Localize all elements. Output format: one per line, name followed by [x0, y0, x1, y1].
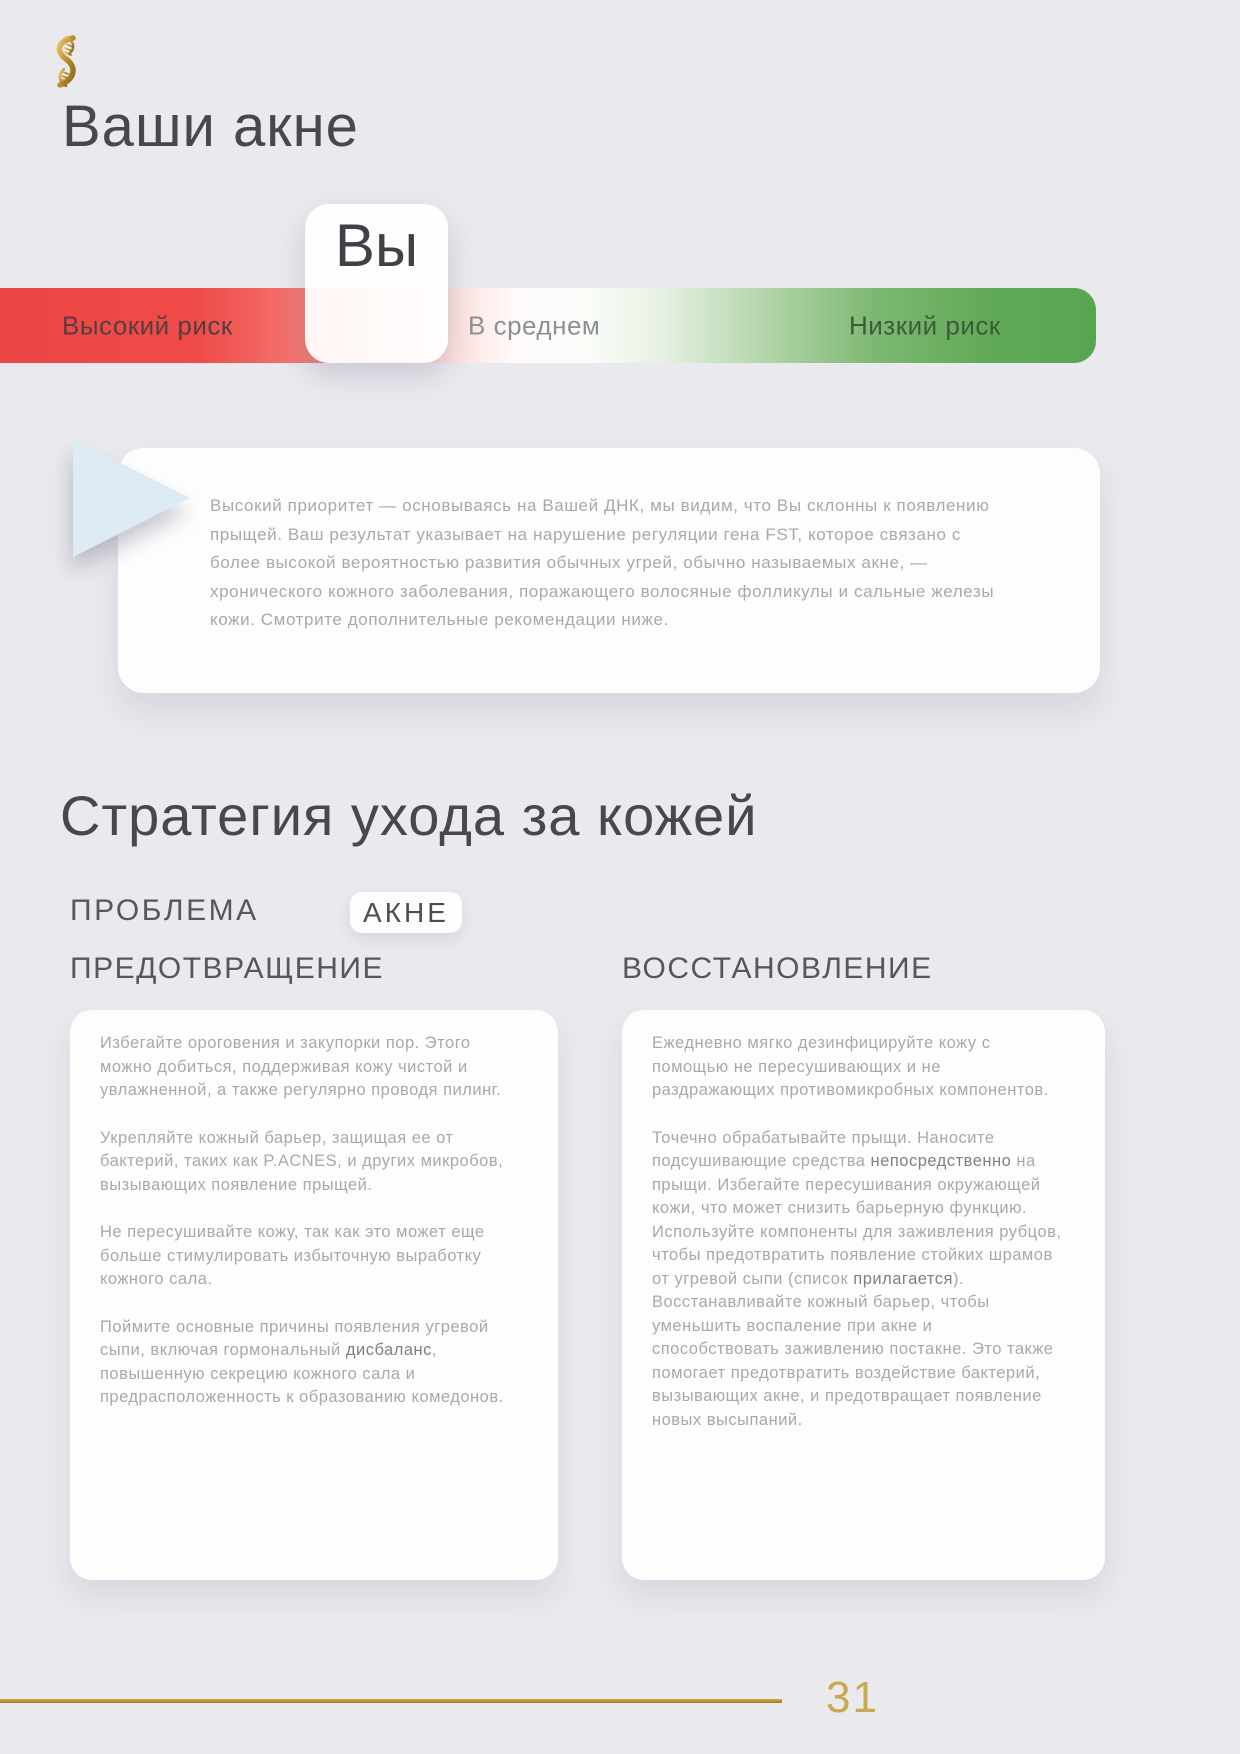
section-title: Стратегия ухода за кожей: [60, 784, 758, 847]
risk-label-average: В среднем: [468, 310, 601, 340]
body-text: Точечно обрабатывайте прыщи. Наносите подсушивающие средства: [652, 1128, 995, 1170]
you-marker-label: Вы: [334, 212, 419, 279]
body-text: Поймите основные причины появления угревой сыпи, включая гормональный: [100, 1317, 489, 1359]
prevention-card: [70, 1010, 558, 1580]
card-paragraph: [100, 1127, 516, 1198]
body-text: на прыщи. Избегайте пересушивания окружающей кожи, что может снизить барьерную функцию. Используйте компоненты для заживления рубцов, чтобы предотвратить появление стойких шрамов от угревой сыпи (список: [652, 1152, 1062, 1288]
problem-label: ПРОБЛЕМА: [70, 894, 259, 927]
risk-scale-bar: [0, 288, 1096, 363]
risk-label-low: Низкий риск: [849, 310, 1001, 340]
card-paragraph: [100, 1221, 516, 1292]
priority-callout-text: Высокий приоритет — основываясь на Вашей ДНК, мы видим, что Вы склонны к появлению прыщей. Ваш результат указывает на нарушение регуляции гена FST, которое связано с более высокой вероятностью развития обычных угрей, обычно называемых акне, — хронического кожного заболевания, поражающего волосяные фолликулы и сальные железы кожи. Смотрите дополнительные рекомендации ниже.: [210, 496, 995, 629]
restoration-card: [622, 1010, 1105, 1580]
card-paragraph: [652, 1127, 1063, 1433]
column-heading-prevention: ПРЕДОТВРАЩЕНИЕ: [70, 952, 384, 985]
column-heading-restoration: ВОССТАНОВЛЕНИЕ: [622, 952, 933, 985]
card-paragraph: [100, 1032, 516, 1103]
page-title: Ваши акне: [62, 94, 359, 159]
risk-label-high: Высокий риск: [62, 310, 233, 340]
body-text: Не пересушивайте кожу, так как это может еще больше стимулировать избыточную выработку кожного сала.: [100, 1223, 485, 1288]
emphasized-text: непосредственно: [870, 1152, 1012, 1170]
footer-accent-line: [0, 1699, 782, 1703]
body-text: , повышенную секрецию кожного сала и предрасположенность к образованию комедонов.: [100, 1341, 504, 1406]
card-paragraph: [652, 1032, 1063, 1103]
body-text: ). Восстанавливайте кожный барьер, чтобы уменьшить воспаление при акне и способствовать заживлению постакне. Это также помогает предотвратить воздействие бактерий, вызывающих акне, и предотвращает появление новых высыпаний.: [652, 1269, 1054, 1429]
callout-arrow-icon: [73, 439, 190, 557]
problem-value-chip: АКНЕ: [350, 892, 462, 933]
dna-logo-icon: [46, 34, 86, 90]
you-position-marker: [305, 204, 448, 363]
body-text: Ежедневно мягко дезинфицируйте кожу с помощью не пересушивающих и не раздражающих противомикробных компонентов.: [652, 1034, 1049, 1099]
emphasized-text: прилагается: [853, 1269, 953, 1288]
body-text: Избегайте ороговения и закупорки пор. Этого можно добиться, поддерживая кожу чистой и увлажненной, а также регулярно проводя пилинг.: [100, 1034, 502, 1099]
body-text: Укрепляйте кожный барьер, защищая ее от бактерий, таких как P.ACNES, и других микробов, вызывающих появление прыщей.: [100, 1128, 504, 1194]
card-paragraph: [100, 1316, 516, 1410]
priority-callout-card: [118, 448, 1100, 693]
page-number: 31: [826, 1673, 879, 1722]
emphasized-text: дисбаланс: [345, 1341, 432, 1359]
